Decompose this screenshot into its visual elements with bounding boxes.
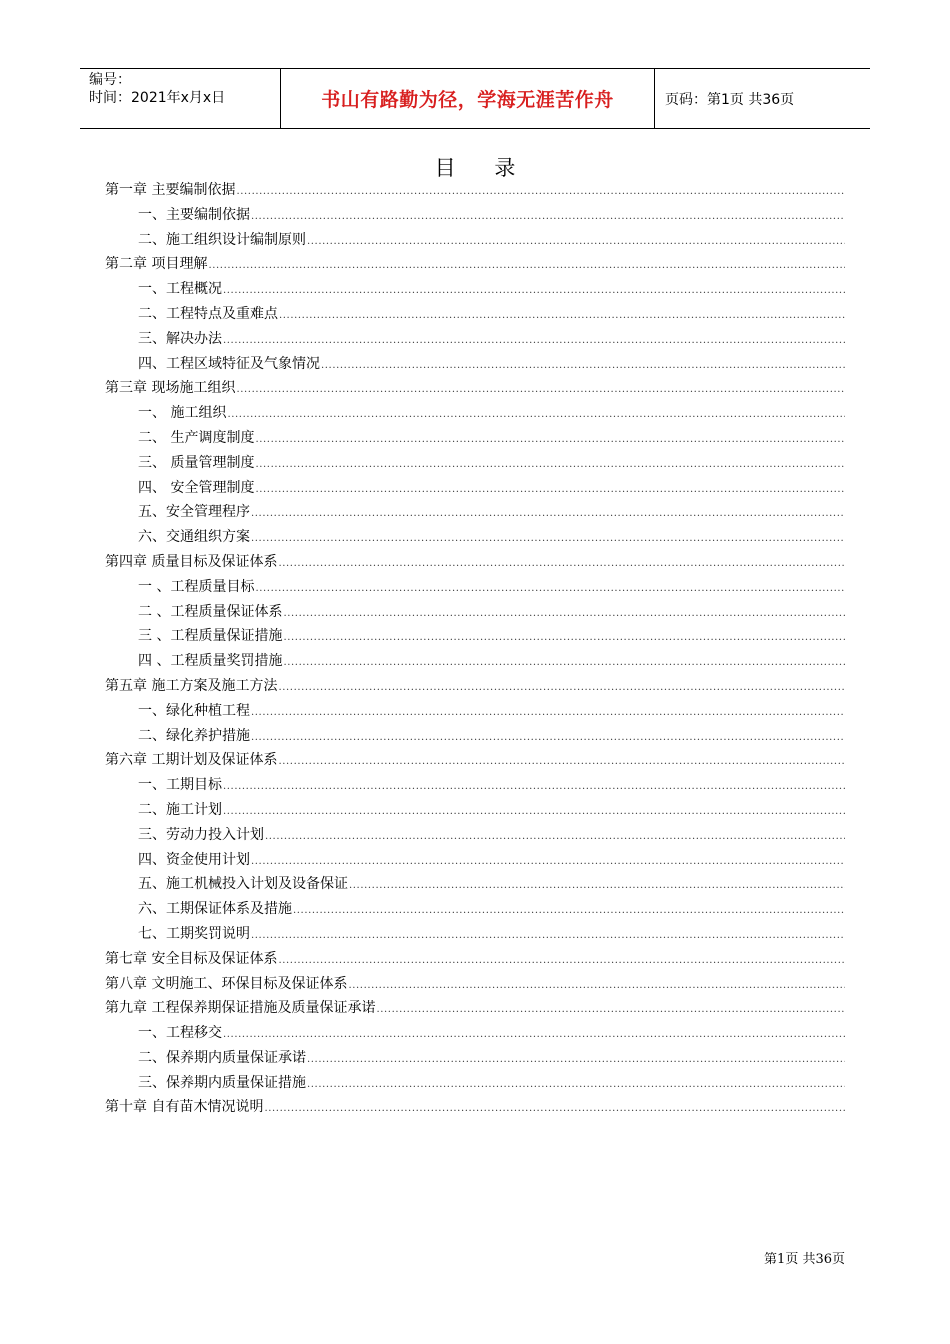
toc-entry-label: 七、工期奖罚说明	[138, 925, 250, 942]
toc-dot-leader	[283, 626, 845, 651]
toc-dot-leader	[307, 230, 845, 255]
toc-dot-leader	[223, 329, 845, 354]
toc-section-entry[interactable]	[105, 798, 845, 823]
toc-section-entry[interactable]	[105, 848, 845, 873]
toc-dot-leader	[349, 874, 845, 899]
toc-chapter-entry[interactable]	[105, 947, 845, 972]
toc-dot-leader	[251, 527, 845, 552]
toc-entry-label: 一、工程概况	[138, 281, 222, 298]
toc-entry-label: 三、保养期内质量保证措施	[138, 1074, 306, 1091]
toc-dot-leader	[307, 1073, 845, 1098]
toc-chapter-entry[interactable]	[105, 376, 845, 401]
toc-entry-label: 一、工期目标	[138, 777, 222, 794]
toc-entry-label: 二、施工组织设计编制原则	[138, 231, 306, 248]
toc-section-entry[interactable]	[105, 724, 845, 749]
toc-entry-label: 四、资金使用计划	[138, 851, 250, 868]
toc-section-entry[interactable]	[105, 277, 845, 302]
toc-section-entry[interactable]	[105, 922, 845, 947]
toc-chapter-entry[interactable]	[105, 972, 845, 997]
toc-entry-label: 四、工程区域特征及气象情况	[138, 355, 320, 372]
toc-dot-leader	[293, 899, 845, 924]
toc-dot-leader	[251, 850, 845, 875]
toc-dot-leader	[251, 924, 845, 949]
toc-entry-label: 三、解决办法	[138, 330, 222, 347]
toc-section-entry[interactable]	[105, 773, 845, 798]
toc-entry-label: 六、工期保证体系及措施	[138, 901, 292, 918]
toc-entry-label: 五、安全管理程序	[138, 504, 250, 521]
toc-entry-label: 一、 施工组织	[138, 405, 227, 422]
toc-entry-label: 六、交通组织方案	[138, 529, 250, 546]
toc-entry-label: 二、施工计划	[138, 801, 222, 818]
toc-section-entry[interactable]	[105, 476, 845, 501]
toc-entry-label: 第一章 主要编制依据	[105, 182, 236, 198]
toc-entry-label: 三、 质量管理制度	[138, 454, 255, 471]
toc-entry-label: 第九章 工程保养期保证措施及质量保证承诺	[105, 1000, 376, 1017]
toc-dot-leader	[376, 998, 845, 1023]
toc-entry-label: 四、 安全管理制度	[138, 479, 255, 496]
toc-entry-label: 五、施工机械投入计划及设备保证	[138, 876, 348, 893]
toc-entry-label: 四 、工程质量奖罚措施	[138, 653, 283, 670]
toc-section-entry[interactable]	[105, 823, 845, 848]
toc-dot-leader	[223, 279, 845, 304]
toc-entry-label: 第六章 工期计划及保证体系	[105, 752, 278, 769]
toc-section-entry[interactable]	[105, 1021, 845, 1046]
toc-entry-label: 第三章 现场施工组织	[105, 380, 236, 397]
toc-dot-leader	[223, 775, 845, 800]
toc-dot-leader	[236, 180, 845, 205]
toc-entry-label: 二、保养期内质量保证承诺	[138, 1049, 306, 1066]
document-number: 编号：	[89, 72, 131, 88]
toc-entry-label: 第十章 自有苗木情况说明	[105, 1099, 264, 1116]
toc-dot-leader	[283, 602, 845, 627]
table-of-contents	[105, 178, 845, 1120]
toc-section-entry[interactable]	[105, 575, 845, 600]
toc-dot-leader	[348, 974, 845, 999]
toc-section-entry[interactable]	[105, 228, 845, 253]
toc-entry-label: 三、劳动力投入计划	[138, 826, 264, 843]
toc-dot-leader	[307, 1048, 845, 1073]
toc-dot-leader	[255, 428, 845, 453]
toc-entry-label: 第七章 安全目标及保证体系	[105, 950, 278, 967]
toc-dot-leader	[223, 800, 845, 825]
toc-section-entry[interactable]	[105, 1071, 845, 1096]
toc-section-entry[interactable]	[105, 699, 845, 724]
toc-section-entry[interactable]	[105, 624, 845, 649]
toc-dot-leader	[279, 304, 845, 329]
toc-dot-leader	[251, 502, 845, 527]
toc-section-entry[interactable]	[105, 872, 845, 897]
toc-section-entry[interactable]	[105, 426, 845, 451]
toc-chapter-entry[interactable]	[105, 550, 845, 575]
toc-chapter-entry[interactable]	[105, 748, 845, 773]
toc-dot-leader	[236, 378, 845, 403]
toc-section-entry[interactable]	[105, 327, 845, 352]
toc-section-entry[interactable]	[105, 649, 845, 674]
toc-dot-leader	[264, 1097, 845, 1122]
toc-dot-leader	[251, 701, 845, 726]
header-motto: 书山有路勤为径，学海无涯苦作舟	[281, 69, 655, 128]
toc-dot-leader	[278, 552, 845, 577]
toc-section-entry[interactable]	[105, 600, 845, 625]
page-header	[80, 68, 870, 129]
toc-dot-leader	[278, 676, 845, 701]
toc-section-entry[interactable]	[105, 352, 845, 377]
toc-entry-label: 二 、工程质量保证体系	[138, 603, 283, 620]
toc-entry-label: 第四章 质量目标及保证体系	[105, 553, 278, 570]
toc-entry-label: 一、绿化种植工程	[138, 702, 250, 719]
toc-entry-label: 二、 生产调度制度	[138, 429, 255, 446]
toc-dot-leader	[278, 750, 845, 775]
toc-dot-leader	[251, 726, 845, 751]
toc-dot-leader	[223, 1023, 845, 1048]
toc-entry-label: 一、工程移交	[138, 1025, 222, 1042]
toc-entry-label: 第八章 文明施工、环保目标及保证体系	[105, 975, 348, 992]
toc-dot-leader	[255, 478, 845, 503]
toc-entry-label: 二、绿化养护措施	[138, 727, 250, 744]
header-page-info: 页码：第1页 共36页	[665, 91, 795, 108]
toc-section-entry[interactable]	[105, 525, 845, 550]
toc-dot-leader	[278, 949, 845, 974]
toc-entry-label: 三 、工程质量保证措施	[138, 628, 283, 645]
toc-entry-label: 一 、工程质量目标	[138, 578, 255, 595]
toc-dot-leader	[255, 577, 845, 602]
document-date: 时间：2021年x月x日	[89, 90, 226, 106]
toc-section-entry[interactable]	[105, 401, 845, 426]
toc-dot-leader	[251, 205, 845, 230]
toc-entry-label: 一、主要编制依据	[138, 206, 250, 223]
toc-dot-leader	[321, 354, 845, 379]
toc-chapter-entry[interactable]	[105, 252, 845, 277]
toc-dot-leader	[283, 651, 845, 676]
toc-dot-leader	[208, 254, 845, 279]
toc-title: 目 录	[434, 156, 532, 180]
toc-dot-leader	[265, 825, 845, 850]
toc-chapter-entry[interactable]	[105, 674, 845, 699]
toc-section-entry[interactable]	[105, 302, 845, 327]
toc-dot-leader	[227, 403, 845, 428]
toc-section-entry[interactable]	[105, 451, 845, 476]
toc-entry-label: 第五章 施工方案及施工方法	[105, 677, 278, 694]
toc-chapter-entry[interactable]	[105, 996, 845, 1021]
toc-section-entry[interactable]	[105, 897, 845, 922]
toc-section-entry[interactable]	[105, 203, 845, 228]
toc-chapter-entry[interactable]	[105, 1095, 845, 1120]
header-meta	[80, 69, 281, 128]
toc-dot-leader	[255, 453, 845, 478]
toc-section-entry[interactable]	[105, 500, 845, 525]
toc-section-entry[interactable]	[105, 1046, 845, 1071]
toc-entry-label: 二、工程特点及重难点	[138, 305, 278, 322]
toc-entry-label: 第二章 项目理解	[105, 256, 208, 273]
toc-chapter-entry[interactable]	[105, 178, 845, 203]
page-footer: 第1页 共36页	[764, 1252, 845, 1267]
